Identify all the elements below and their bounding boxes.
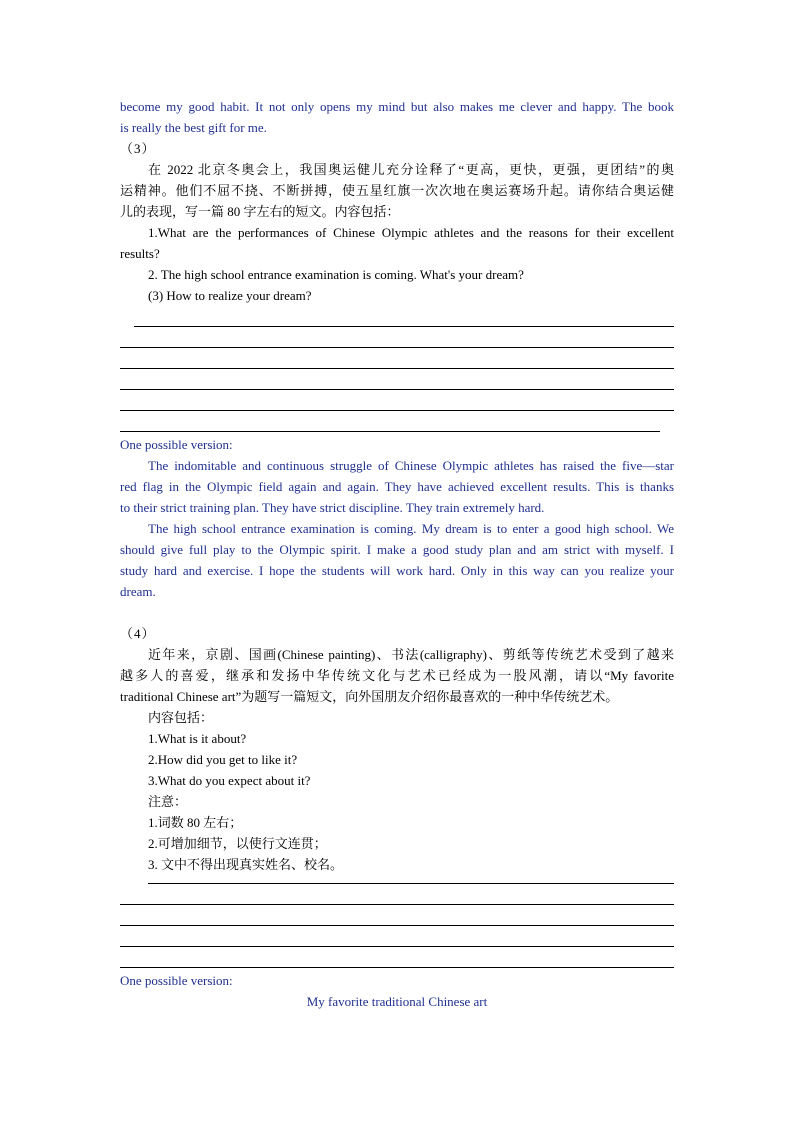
section-3-answer-lines — [120, 306, 674, 432]
section-3-version-label: One possible version: — [120, 437, 233, 452]
spacer — [120, 602, 674, 623]
section-3-question-3: (3) How to realize your dream? — [148, 288, 312, 303]
section-4-label: （4） — [120, 626, 156, 641]
section-3-prompt-line-1: 在 2022 北京冬奥会上，我国奥运健儿充分诠释了“更高，更快，更强，更团结”的奥 — [148, 162, 674, 177]
section-4-answer-lines — [120, 875, 674, 968]
section-4-note-2: 2.可增加细节，以使行文连贯； — [148, 836, 327, 851]
section-4-prompt-line-3: traditional Chinese art”为题写一篇短文，向外国朋友介绍你最喜欢的一种中华传统艺术。 — [120, 689, 619, 704]
intro-line-1: become my good habit. It not only opens my mind but also makes me clever and happy. The book — [120, 99, 674, 114]
answer-line[interactable] — [120, 926, 674, 947]
section-3-label: （3） — [120, 141, 156, 156]
section-4-note-3: 3. 文中不得出现真实姓名、校名。 — [148, 857, 344, 872]
section-3-answer-p2-line-2: should give full play to the Olympic spirit. I make a good study plan and am strict with myself. I — [120, 542, 674, 557]
section-3-prompt-line-2: 运精神。他们不屈不挠、不断拼搏，使五星红旗一次次地在奥运赛场升起。请你结合奥运健 — [120, 183, 674, 198]
answer-line[interactable] — [120, 327, 674, 348]
section-3-answer-p1-line-1: The indomitable and continuous struggle of Chinese Olympic athletes has raised the five—star — [148, 458, 674, 473]
section-3-answer-p1-line-3: to their strict training plan. They have strict discipline. They train extremely hard. — [120, 500, 545, 515]
section-4-content-label: 内容包括： — [148, 710, 214, 725]
section-3-prompt-line-3: 儿的表现，写一篇 80 字左右的短文。内容包括： — [120, 204, 400, 219]
section-4-note-1: 1.词数 80 左右； — [148, 815, 243, 830]
section-3-answer-p2-line-3: study hard and exercise. I hope the students will work hard. Only in this way can you realize your — [120, 563, 674, 578]
answer-line[interactable] — [120, 411, 660, 432]
section-4-question-1: 1.What is it about? — [148, 731, 247, 746]
section-4-question-3: 3.What do you expect about it? — [148, 773, 311, 788]
section-4-prompt-line-1: 近年来，京剧、国画(Chinese painting)、书法(calligraphy)、剪纸等传统艺术受到了越来 — [148, 647, 674, 662]
document-content — [120, 96, 674, 1012]
answer-line[interactable] — [120, 348, 674, 369]
answer-line[interactable] — [120, 390, 674, 411]
section-4-essay-title: My favorite traditional Chinese art — [306, 994, 488, 1009]
answer-line[interactable] — [120, 905, 674, 926]
answer-line[interactable] — [134, 306, 674, 327]
answer-line[interactable] — [120, 947, 674, 968]
section-3-question-2: 2. The high school entrance examination is coming. What's your dream? — [148, 267, 524, 282]
section-3-answer-p1-line-2: red flag in the Olympic field again and again. They have achieved excellent results. This is thanks — [120, 479, 674, 494]
section-4-question-2: 2.How did you get to like it? — [148, 752, 298, 767]
section-3-answer-p2-line-1: The high school entrance examination is coming. My dream is to enter a good high school. We — [148, 521, 674, 536]
answer-line[interactable] — [120, 369, 674, 390]
answer-line[interactable] — [148, 875, 674, 884]
section-4-notes-label: 注意： — [148, 794, 188, 809]
section-4-prompt-line-2: 越多人的喜爱，继承和发扬中华传统文化与艺术已经成为一股风潮，请以“My favorite — [120, 668, 674, 683]
section-4-version-label: One possible version: — [120, 973, 233, 988]
intro-line-2: is really the best gift for me. — [120, 120, 267, 135]
section-3-question-1-line-2: results? — [120, 246, 160, 261]
section-3-question-1-line-1: 1.What are the performances of Chinese Olympic athletes and the reasons for their excellent — [148, 225, 674, 240]
answer-line[interactable] — [120, 884, 674, 905]
section-3-answer-p2-line-4: dream. — [120, 584, 156, 599]
